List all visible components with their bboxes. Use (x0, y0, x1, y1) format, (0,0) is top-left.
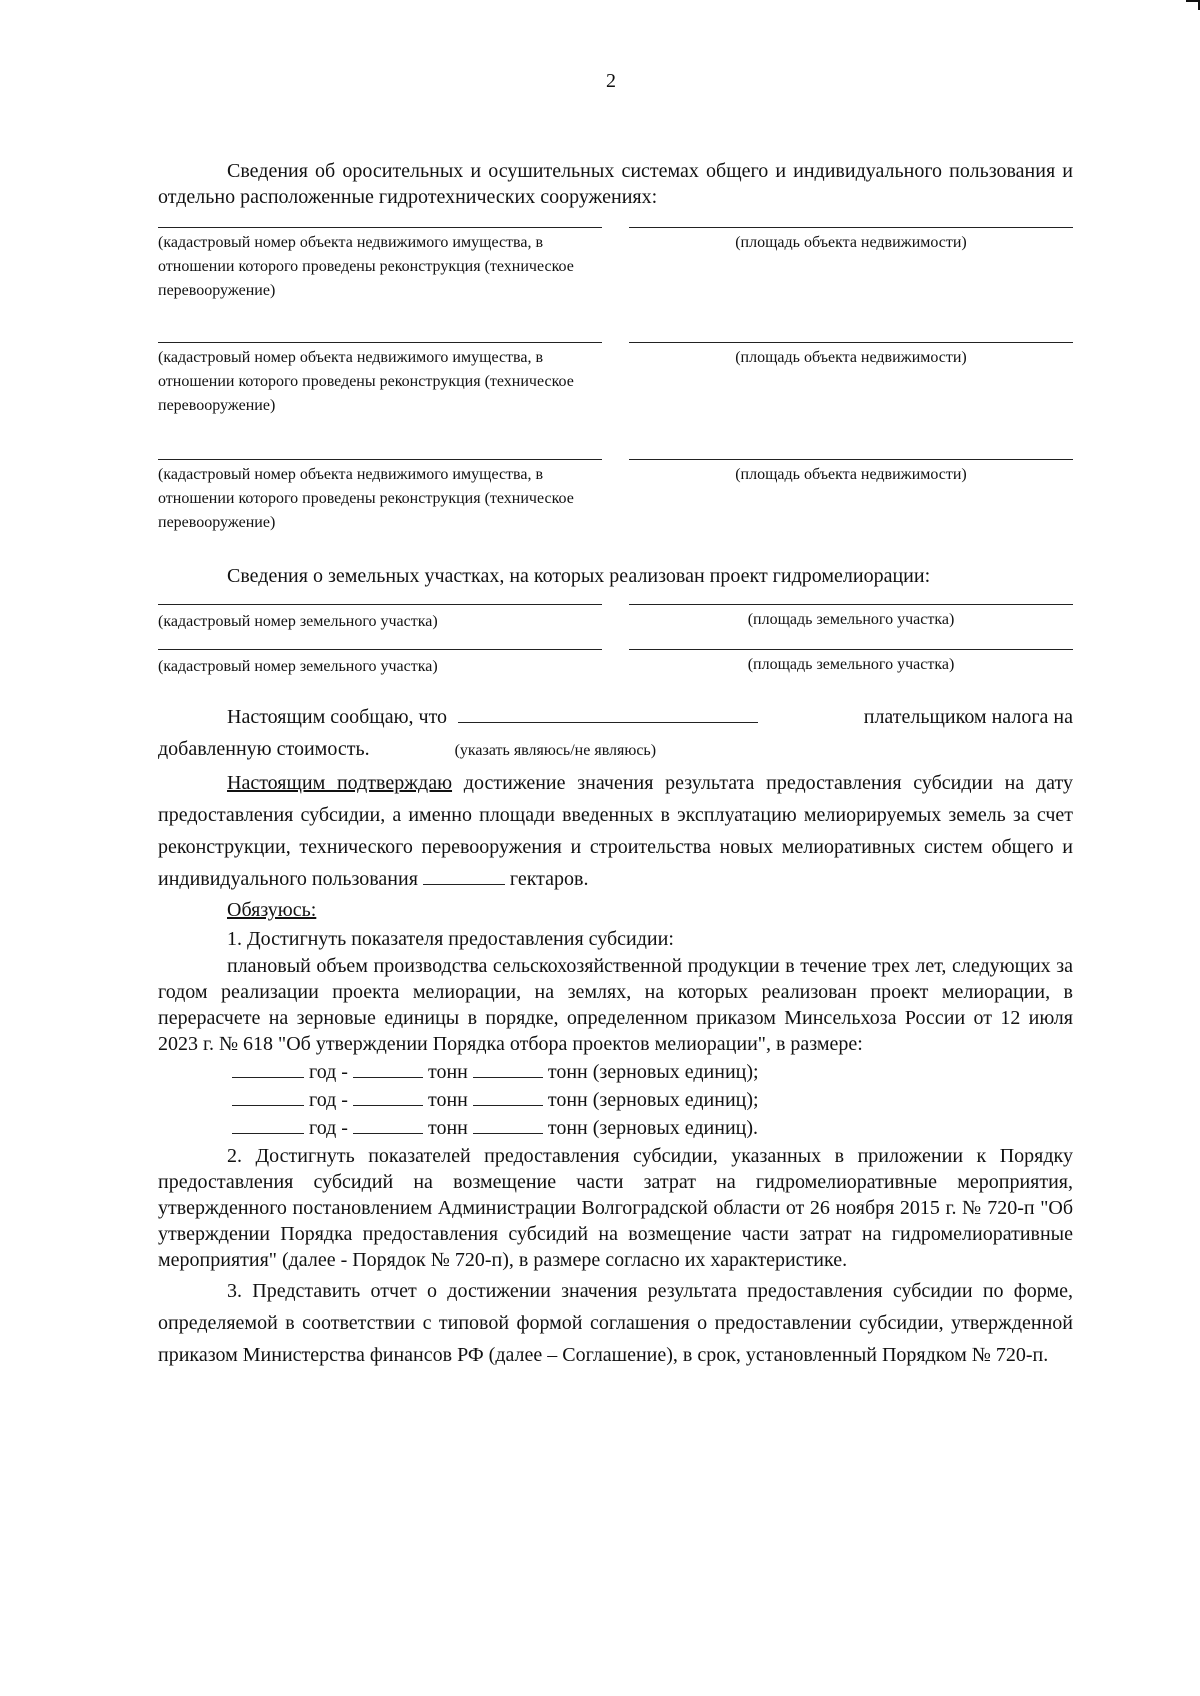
area-line (629, 459, 1073, 460)
cadastral-number-caption: (кадастровый номер объекта недвижимого имущества, в отношении которого проведены реконструкция (техническое перевооружение) (158, 234, 574, 299)
obligation-1-text: плановый объем производства сельскохозяйственной продукции в течение трех лет, следующих за годом реализации проекта мелиорации, на землях, на которых реализован проект мелиорации, в перерасчете на зерновые единицы в порядке, определенном приказом Минсельхоза России от 12 июля 2023 г. № 618 "Об утверждении Порядка отбора проектов мелиорации", в размере: (158, 955, 1073, 1055)
grain-tons-field[interactable] (473, 1113, 543, 1134)
land-area-caption: (площадь земельного участка) (747, 611, 955, 628)
land-intro: Сведения о земельных участках, на которых реализован проект гидромелиорации: (227, 565, 931, 587)
vat-suffix: плательщиком налога на (863, 706, 1073, 728)
irrigation-row (158, 342, 1073, 459)
grain-tons-field[interactable] (473, 1085, 543, 1106)
area-line (629, 227, 1073, 228)
land-cadastral-line (158, 649, 602, 650)
confirm-underlined: Настоящим подтверждаю (227, 772, 453, 794)
year-row: год - тонн тонн (зерновых единиц); (158, 1057, 1073, 1085)
year-field[interactable] (232, 1057, 304, 1078)
land-cadastral-caption: (кадастровый номер земельного участка) (158, 613, 438, 630)
confirm-unit: гектаров. (509, 868, 589, 890)
hectares-field[interactable] (423, 864, 505, 885)
obligation-1-title: 1. Достигнуть показателя предоставления субсидии: (227, 928, 674, 950)
obligation-2: 2. Достигнуть показателей предоставления субсидии, указанных в приложении к Порядку предоставления субсидий на возмещение части затрат на гидромелиоративные мероприятия, утвержденного постановлением Администрации Волгоградской области от 26 ноября 2015 г. № 720-п "Об утверждении Порядка предоставления субсидий на возмещение части затрат на гидромелиоративные мероприятия" (далее - Порядок № 720-п), в размере согласно их характеристике. (158, 1145, 1073, 1271)
vat-statement (158, 701, 1073, 767)
cadastral-number-caption: (кадастровый номер объекта недвижимого имущества, в отношении которого проведены реконструкция (техническое перевооружение) (158, 349, 574, 414)
area-caption: (площадь объекта недвижимости) (735, 466, 967, 483)
land-row (158, 649, 1073, 701)
irrigation-row (158, 459, 1073, 563)
confirm-paragraph (158, 767, 1073, 895)
cadastral-number-line (158, 227, 602, 228)
area-caption: (площадь объекта недвижимости) (735, 234, 967, 251)
land-area-caption: (площадь земельного участка) (747, 656, 955, 673)
tons-field[interactable] (353, 1085, 423, 1106)
vat-prefix: Настоящим сообщаю, что (227, 706, 448, 728)
year-row: год - тонн тонн (зерновых единиц). (158, 1113, 1073, 1141)
area-caption: (площадь объекта недвижимости) (735, 349, 967, 366)
document-body (158, 158, 1073, 1371)
cadastral-number-line (158, 459, 602, 460)
land-cadastral-line (158, 604, 602, 605)
obligation-3: 3. Представить отчет о достижении значения результата предоставления субсидии по форме, определяемой в соответствии с типовой формой соглашения о предоставлении субсидии, утвержденной приказом Министерства финансов РФ (далее – Соглашение), в срок, установленный Порядком № 720-п. (158, 1280, 1073, 1366)
year-rows (158, 1057, 1073, 1141)
year-field[interactable] (232, 1113, 304, 1134)
confirm-text: достижение значения результата предоставления субсидии на дату предоставления субсидии, а именно площади введенных в эксплуатацию мелиорируемых земель за счет реконструкции, технического перевооружения и строительства новых мелиоративных систем общего и индивидуального пользования (158, 772, 1073, 890)
year-row: год - тонн тонн (зерновых единиц); (158, 1085, 1073, 1113)
vat-status-field[interactable] (458, 702, 758, 723)
obligations-heading: Обязуюсь: (227, 899, 317, 921)
land-area-line (629, 604, 1073, 605)
land-area-line (629, 649, 1073, 650)
irrigation-row (158, 227, 1073, 342)
land-row (158, 604, 1073, 649)
cadastral-number-line (158, 342, 602, 343)
vat-line2: добавленную стоимость. (158, 738, 370, 760)
tons-field[interactable] (353, 1113, 423, 1134)
land-cadastral-caption: (кадастровый номер земельного участка) (158, 658, 438, 675)
tons-field[interactable] (353, 1057, 423, 1078)
page-number: 2 (606, 70, 616, 92)
grain-tons-field[interactable] (473, 1057, 543, 1078)
cadastral-number-caption: (кадастровый номер объекта недвижимого имущества, в отношении которого проведены реконструкция (техническое перевооружение) (158, 466, 574, 531)
vat-hint: (указать являюсь/не являюсь) (454, 742, 657, 759)
area-line (629, 342, 1073, 343)
irrigation-intro: Сведения об оросительных и осушительных системах общего и индивидуального пользования и отдельно расположенные гидротехнических сооружениях: (158, 160, 1073, 208)
year-field[interactable] (232, 1085, 304, 1106)
scan-corner-mark (1186, 0, 1200, 10)
